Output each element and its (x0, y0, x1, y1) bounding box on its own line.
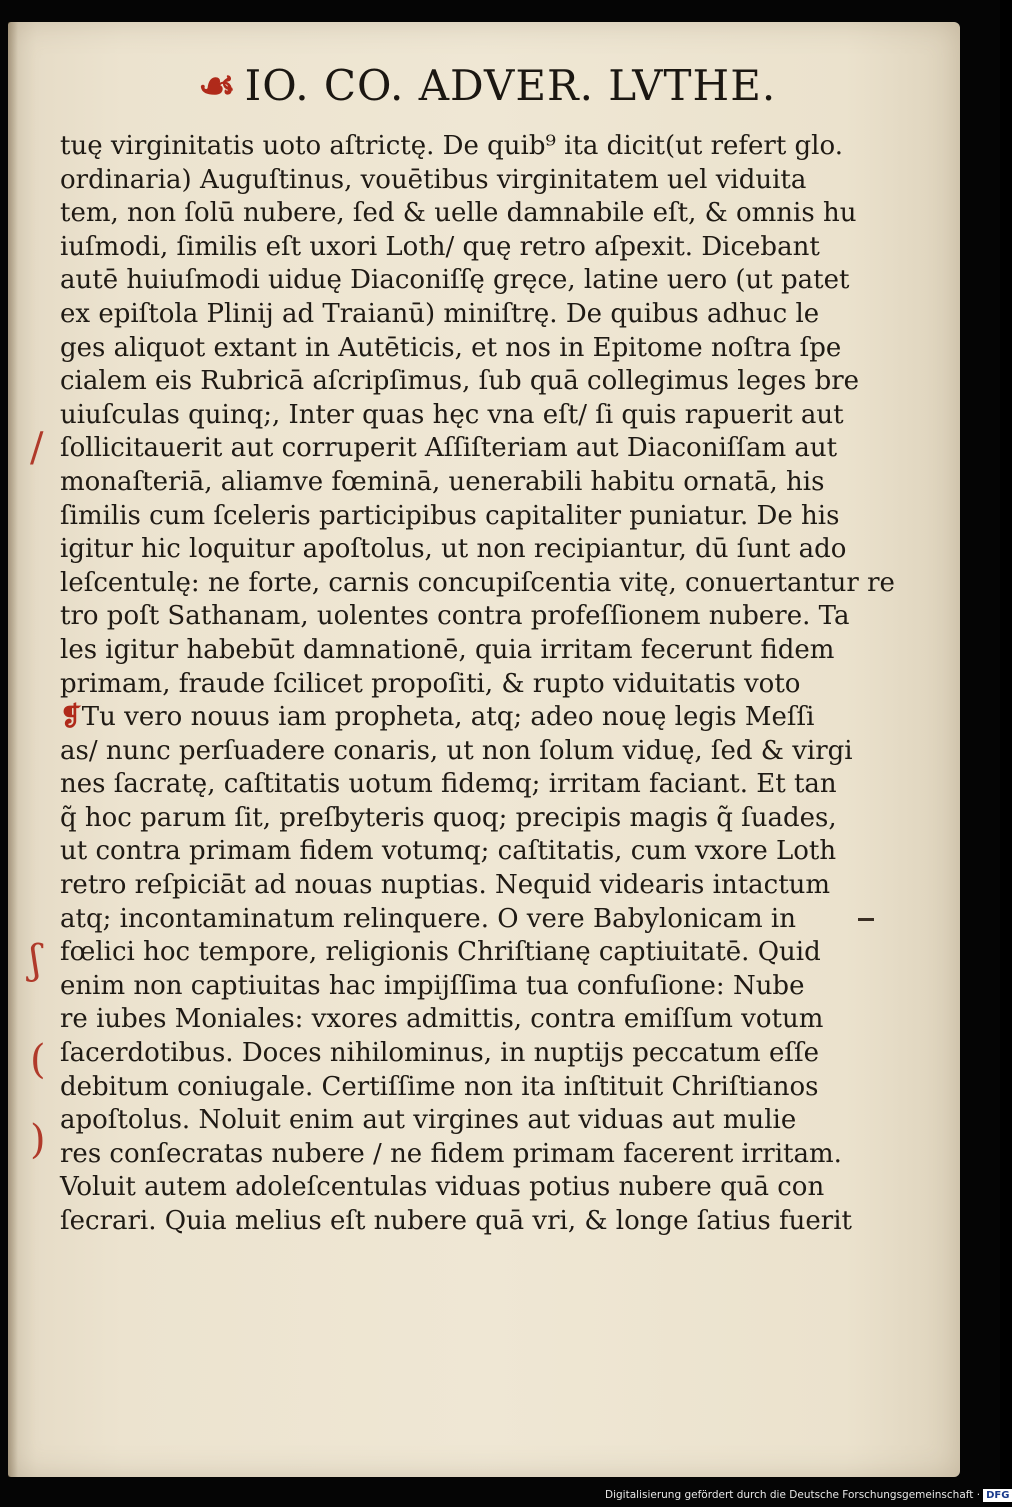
margin-annotation-mark: ) (30, 1117, 46, 1163)
text-line-paragraph-start (60, 701, 820, 735)
text-line: tro poſt Sathanam, uolentes contra profeſſionem nubere. Ta (60, 601, 850, 632)
margin-annotation-mark: ( (30, 1037, 46, 1083)
text-line: apoſtolus. Noluit enim aut virgines aut viduas aut mulie (60, 1105, 797, 1136)
text-line: atq; incontaminatum relinquere. O vere Babylonicam in (60, 903, 796, 934)
text-line: fœlici hoc tempore, religionis Chriſtianę captiuitatē. Quid (60, 937, 821, 968)
text-line: res conſecratas nubere / ne fidem primam facerent irritam. (60, 1138, 842, 1169)
text-line: ſimilis cum ſceleris participibus capitaliter puniatur. De his (60, 500, 840, 531)
text-line: tuę virginitatis uoto aſtrictę. De quib⁹ ita dicit(ut refert glo. (60, 131, 843, 161)
running-header (198, 58, 777, 114)
digitization-credit (605, 1487, 1010, 1503)
header-title: IO. CO. ADVER. LVTHE. (244, 61, 777, 110)
text-line: nes ſacratę, caſtitatis uotum fidemq; irritam faciant. Et tan (60, 769, 837, 800)
text-line: monaſteriā, aliamve fœminā, uenerabili habitu ornatā, his (60, 466, 825, 497)
margin-annotation-mark: / (30, 425, 44, 471)
text-line: tem, non ſolū nubere, ſed & uelle damnabile eſt, & omnis hu (60, 198, 857, 229)
text-line: ex epiſtola Plinij ad Traianū) miniſtrę. De quibus adhuc le (60, 298, 820, 329)
text-line: ſecrari. Quia melius eſt nubere quā vri, & longe ſatius fuerit (60, 1206, 852, 1236)
page-gutter-shadow (8, 22, 18, 1477)
paragraph-pilcrow-icon: ❡ (60, 702, 82, 733)
text-line: primam, fraude ſcilicet propoſiti, & rupto viduitatis voto (60, 668, 801, 699)
text-line: les igitur habebūt damnationē, quia irritam fecerunt fidem (60, 634, 835, 665)
text-line: retro reſpiciāt ad nouas nuptias. Nequid videaris intactum (60, 870, 831, 901)
text-line: ges aliquot extant in Autēticis, et nos in Epitome noſtra ſpe (60, 332, 842, 363)
text-line: ut contra primam fidem votumq; caſtitatis, cum vxore Loth (60, 836, 837, 867)
text-line: re iubes Moniales: vxores admittis, contra emiſſum votum (60, 1004, 824, 1035)
text-line: ſacerdotibus. Doces nihilominus, in nuptijs peccatum eſſe (60, 1038, 819, 1069)
credit-text: Digitalisierung gefördert durch die Deutsche Forschungsgemeinschaft · (605, 1489, 981, 1501)
text-line: Voluit autem adoleſcentulas viduas potius nubere quā con (60, 1172, 825, 1203)
text-line: ſollicitauerit aut corruperit Aſſiſteriam aut Diaconiſſam aut (60, 433, 838, 464)
text-line: leſcentulę: ne forte, carnis concupiſcentia vitę, conuertantur re (60, 567, 895, 598)
text-line: q̃ hoc parum ſit, preſbyteris quoq; precipis magis q̃ ſuades, (60, 802, 837, 833)
text-line: igitur hic loquitur apoſtolus, ut non recipiantur, dū ſunt ado (60, 534, 847, 565)
text-line: ordinaria) Auguſtinus, vouētibus virginitatem uel viduita (60, 164, 807, 195)
text-line: cialem eis Rubricā aſcripſimus, ſub quā collegimus leges bre (60, 366, 860, 397)
text-line: autē huiuſmodi uiduę Diaconiſſę gręce, latine uero (ut patet (60, 265, 850, 296)
header-pilcrow-icon: ☙ (198, 61, 237, 110)
body-text (60, 130, 895, 1239)
margin-dash-mark (858, 918, 874, 921)
text-line: debitum coniugale. Certiſſime non ita inſtituit Chriſtianos (60, 1071, 819, 1102)
text-line: uiuſculas quinq;, Inter quas hęc vna eſt/ ſi quis rapuerit aut (60, 399, 844, 430)
margin-annotation-mark: ʃ (30, 937, 41, 983)
text-line: iuſmodi, ſimilis eſt uxori Loth/ quę retro aſpexit. Dicebant (60, 231, 820, 262)
text-line: as/ nunc perſuadere conaris, ut non ſolum viduę, ſed & virgi (60, 735, 853, 766)
dfg-logo: DFG (983, 1489, 1012, 1502)
text-line-content: Tu vero nouus iam propheta, atq; adeo nouę legis Meſſi (81, 702, 815, 733)
text-line: enim non captiuitas hac impijſſima tua confuſione: Nube (60, 970, 805, 1001)
